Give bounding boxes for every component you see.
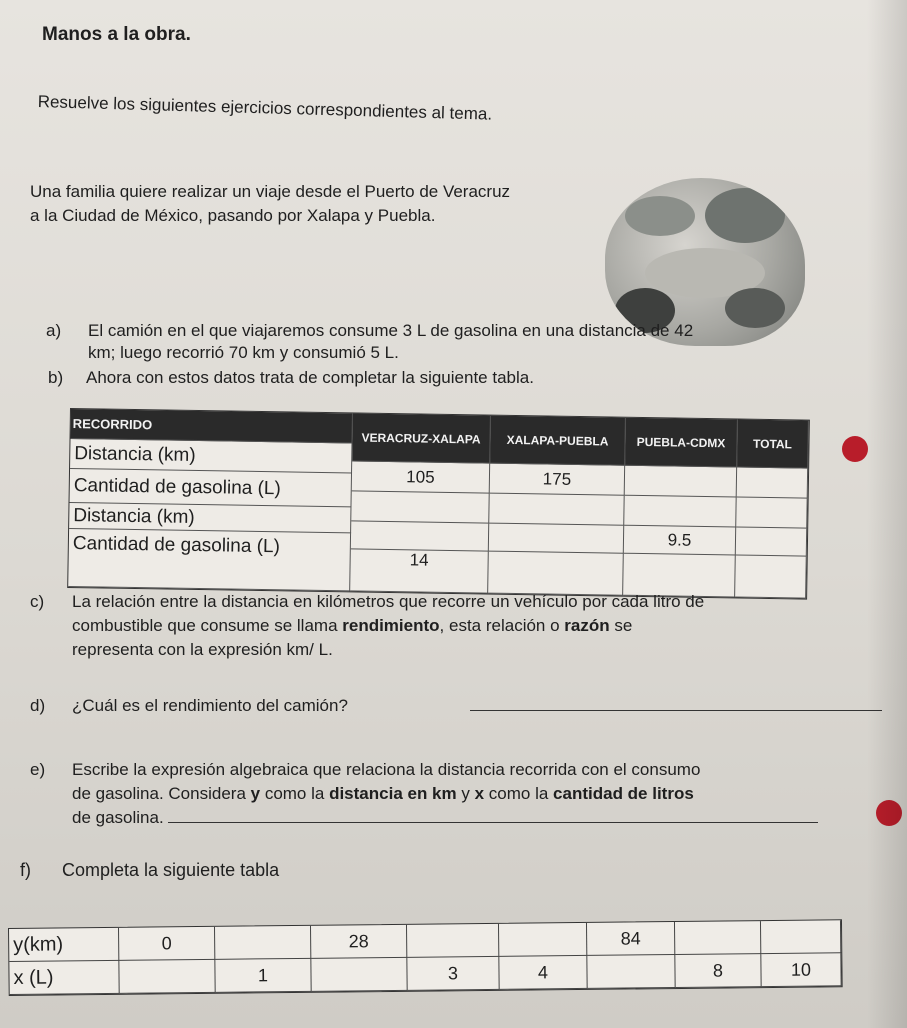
- item-b: [48, 368, 534, 388]
- table-cell[interactable]: 1: [215, 959, 311, 993]
- table-cell[interactable]: [351, 491, 489, 523]
- table-cell[interactable]: [499, 923, 587, 957]
- table-cell[interactable]: [761, 920, 841, 954]
- item-e-line-1: Escribe la expresión algebraica que relaciona la distancia recorrida con el consumo: [72, 760, 701, 779]
- item-a-line-1: El camión en el que viajaremos consume 3 L de gasolina en una distancia de 42: [88, 321, 694, 340]
- table-cell[interactable]: [587, 955, 675, 989]
- item-a-line-2: km; luego recorrió 70 km y consumió 5 L.: [88, 343, 399, 362]
- row-label-distance-1: Distancia (km): [70, 439, 352, 473]
- text-span: como la: [484, 784, 554, 803]
- item-e-line-3: [72, 806, 870, 830]
- item-b-label: b): [48, 368, 64, 387]
- item-d-label: d): [30, 696, 46, 715]
- answer-blank-d[interactable]: [470, 710, 882, 711]
- table-cell[interactable]: [489, 524, 624, 554]
- row-label-fuel-2: Cantidad de gasolina (L): [68, 529, 351, 591]
- term-rendimiento: rendimiento: [342, 616, 440, 635]
- route-table: [67, 408, 810, 600]
- item-b-text: Ahora con estos datos trata de completar la siguiente tabla.: [86, 368, 534, 387]
- term-cantidad: cantidad de litros: [553, 784, 694, 803]
- table-cell[interactable]: [351, 521, 489, 551]
- problem-statement: [30, 180, 605, 228]
- row-label-y: y(km): [9, 928, 119, 962]
- text-span: y: [456, 784, 475, 803]
- table-cell[interactable]: 105: [352, 461, 490, 493]
- table-cell[interactable]: 14: [350, 549, 489, 593]
- item-e-label: e): [30, 760, 46, 779]
- text-span: de gasolina.: [72, 808, 164, 827]
- item-a-label: a): [46, 321, 62, 340]
- table-cell[interactable]: [215, 926, 311, 960]
- problem-line-2: a la Ciudad de México, pasando por Xalapa y Puebla.: [30, 206, 436, 225]
- answer-blank-e[interactable]: [168, 808, 818, 823]
- table-cell[interactable]: 9.5: [624, 526, 736, 556]
- table-cell[interactable]: 84: [587, 922, 675, 956]
- item-f-label: f): [20, 860, 31, 880]
- table-cell[interactable]: [736, 497, 807, 528]
- table-cell[interactable]: [624, 496, 736, 528]
- item-d-question: ¿Cuál es el rendimiento del camión?: [72, 696, 348, 715]
- problem-line-1: Una familia quiere realizar un viaje desde el Puerto de Veracruz: [30, 182, 511, 201]
- table-cell[interactable]: 8: [675, 954, 761, 988]
- page-title: Manos a la obra.: [42, 24, 191, 45]
- table-cell[interactable]: [736, 527, 807, 556]
- table-cell[interactable]: 28: [311, 925, 407, 959]
- col-header-puebla-cdmx: PUEBLA-CDMX: [625, 418, 738, 468]
- text-span: combustible que consume se llama: [72, 616, 343, 635]
- term-razon: razón: [564, 616, 610, 635]
- item-c-line-1: La relación entre la distancia en kilómetros que recorre un vehículo por cada litro de: [72, 592, 705, 611]
- row-label-x: x (L): [9, 961, 119, 995]
- row-label-distance-2: Distancia (km): [69, 503, 351, 533]
- item-c-line-3: representa con la expresión km/ L.: [72, 640, 333, 659]
- row-label-fuel-1: Cantidad de gasolina (L): [70, 469, 352, 507]
- table-cell[interactable]: 0: [119, 927, 215, 961]
- table-cell[interactable]: [625, 466, 737, 498]
- red-dot-marker-top: [842, 436, 868, 462]
- col-header-xalapa-puebla: XALAPA-PUEBLA: [490, 416, 626, 466]
- table-cell[interactable]: [489, 494, 624, 526]
- item-c: [30, 590, 870, 662]
- instructions: Resuelve los siguientes ejercicios correspondientes al tema.: [37, 92, 493, 124]
- item-f-text: Completa la siguiente tabla: [62, 860, 280, 880]
- table-cell[interactable]: 175: [490, 464, 625, 496]
- col-header-total: TOTAL: [737, 419, 809, 468]
- var-y: y: [250, 784, 261, 803]
- table-cell[interactable]: [119, 960, 215, 994]
- item-f: [20, 860, 279, 881]
- table-corner-recorrido: RECORRIDO: [71, 409, 353, 443]
- table-cell[interactable]: [311, 958, 407, 992]
- table-cell[interactable]: [737, 467, 808, 498]
- col-header-veracruz-xalapa: VERACRUZ-XALAPA: [352, 413, 491, 463]
- table-cell[interactable]: [675, 921, 761, 955]
- text-span: como la: [260, 784, 330, 803]
- table-cell[interactable]: 10: [761, 953, 841, 987]
- item-a: [46, 320, 806, 364]
- term-distancia: distancia en km: [329, 784, 457, 803]
- item-c-label: c): [30, 592, 45, 611]
- item-e-line-2: [72, 782, 870, 806]
- item-c-line-2: [72, 614, 870, 638]
- item-e: [30, 758, 870, 830]
- item-d: [30, 696, 870, 716]
- text-span: de gasolina. Considera: [72, 784, 251, 803]
- table-cell[interactable]: [407, 924, 499, 958]
- var-x: x: [474, 784, 485, 803]
- table-cell[interactable]: 3: [407, 957, 499, 991]
- table-cell[interactable]: 4: [499, 956, 587, 990]
- text-span: se: [609, 616, 633, 635]
- text-span: , esta relación o: [439, 616, 565, 635]
- page-shadow: [867, 0, 907, 1028]
- yx-table: [8, 919, 843, 996]
